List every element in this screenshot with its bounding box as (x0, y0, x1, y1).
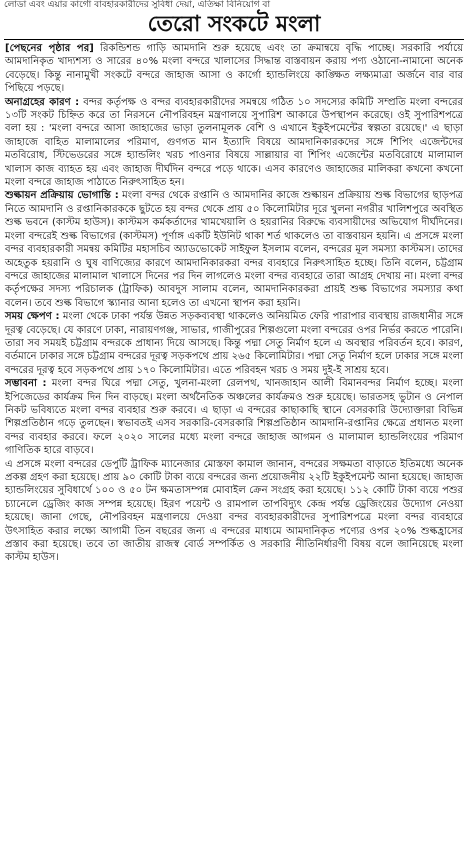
article-paragraph (5, 310, 463, 377)
article-paragraph (5, 458, 463, 565)
article-paragraph (5, 42, 463, 96)
article-paragraph (5, 377, 463, 457)
article-headline: তেরো সংকটে মংলা (147, 12, 321, 37)
paragraph-text: মংলা বন্দর থেকে রপ্তানি ও আমদানির কাজে শুল্কায়ন প্রক্রিয়ায় শুল্ক বিভাগের ছাড়পত্র নিতে আমদানি ও রপ্তানিকারককে ছুটতে হয় বন্দর থেকে প্রায় ৫০ কিলোমিটার দূরে খুলনা নগরীর খালিশপুরে অবস্থিত শুল্ক ভবনে (কাস্টম হাউস)। কাস্টমস কর্মকর্তাদের খামখেয়ালি ও হয়রানির বিরুদ্ধে ব্যবসায়ীদের অভিযোগ দীর্ঘদিনের। মংলা বন্দরেই শুল্ক বিভাগের (কাস্টমস) পূর্ণাঙ্গ একটি ইউনিট থাকা শর্ত থাকলেও তা বাস্তবায়ন হয়নি। এ প্রসঙ্গে মংলা বন্দর ব্যবহারকারী সমন্বয় কমিটির মহাসচিব অ্যাডভোকেট সাইফুল ইসলাম বলেন, বন্দরের মূল সমস্যা কাস্টমস। তাদের অহেতুক হয়রানি ও ঘুষ বাণিজ্যের কারণে আমদানিকারকরা বন্দর ব্যবহারে নিরুৎসাহিত হচ্ছে। তিনি বলেন, চট্টগ্রাম বন্দরে জাহাজের মালামাল খালাসে দিনের পর দিন লাগলেও মংলা বন্দর ব্যবহারে তারা আগ্রহ দেখায় না। মংলা বন্দর কর্তৃপক্ষের সদস্য পরিচালক (ট্রাফিক) আবদুস সালাম বলেন, আমদানিকারকরা প্রায়ই শুল্ক বিভাগের সমস্যার কথা বলেন। তবে শুল্ক বিভাগে স্ক্যানার আনা হলেও তা এখনো স্থাপন করা হয়নি। (5, 190, 463, 309)
paragraph-text: এ প্রসঙ্গে মংলা বন্দরের ডেপুটি ট্রাফিক ম্যানেজার মোস্তফা কামাল জানান, বন্দরের সক্ষমতা বাড়াতে ইতিমধ্যে অনেক প্রকল্প গ্রহণ করা হয়েছে। প্রায় ৯০ কোটি টাকা ব্যয়ে বন্দরের জন্য প্রয়োজনীয় ২২টি ইকুইপমেন্ট আনা হয়েছে। জাহাজ হ্যান্ডলিংয়ের সুবিধার্থে ১০০ ও ৫০ টন ক্ষমতাসম্পন্ন মোবাইল ক্রেন সংগ্রহ করা হয়েছে। ১১২ কোটি টাকা ব্যয়ে পশুর চ্যানেলে ড্রেজিং কাজ সম্পন্ন হয়েছে। হিরণ পয়েন্ট ও রামপাল তাপবিদ্যুৎ কেন্দ্র পর্যন্ত ড্রেজিংয়ের উদ্যোগ নেওয়া হয়েছে। জানা গেছে, নৌপরিবহন মন্ত্রণালয়ে দেওয়া বন্দর ব্যবহারকারীদের সুপারিশপত্রে মংলা বন্দর ব্যবহারে উৎসাহিত করার লক্ষ্যে আগামী তিন বছরের জন্য এ বন্দরের মাধ্যমে আমদানিকৃত পণ্যের ওপর ২০% শুল্কহ্রাসের প্রস্তাব করা হয়েছে। তবে তা জাতীয় রাজস্ব বোর্ড সম্পর্কিত ও সরকারি নীতিনির্ধারণী বিষয় বলে জানিয়েছে মংলা কাস্টম হাউস। (5, 458, 463, 564)
section-heading: শুল্কায়ন প্রক্রিয়ায় ভোগান্তি : (5, 190, 119, 202)
headline-divider (4, 39, 464, 40)
paragraph-text: বন্দর কর্তৃপক্ষ ও বন্দর ব্যবহারকারীদের সমন্বয়ে গঠিত ১০ সদস্যের কমিটি সম্প্রতি মংলা বন্দরের ১৩টি সংকট চিহ্নিত করে তা নিরসনে নৌপরিবহন মন্ত্রণালয়ে সুপারিশ আকারে উপস্থাপন করেছে। ওই সুপারিশপত্রে বলা হয় : 'মংলা বন্দরে আসা জাহাজের ভাড়া তুলনামূলক বেশি ও এখানে ইকুইপমেন্টের স্বল্পতা রয়েছে।' এ ছাড়া জাহাজে বাহিত মালামালের পরিমাণ, গুণগত মান ইত্যাদি বিষয়ে আমদানিকারকদের সঙ্গে শিপিং এজেন্টদের মতবিরোধ, স্টিভেডরের সঙ্গে হ্যান্ডলিং খরচ পাওনার বিষয়ে সাল্লায়ার বা শিপিং এজেন্টের মতবিরোধে মালামাল খালাস কাজ ব্যাহত হয় এবং জাহাজ দীর্ঘদিন বন্দরে পড়ে থাকে। এসব কারণেও জাহাজের মালিকরা কখনো কখনো মংলা বন্দরে জাহাজ পাঠাতে নিরুৎসাহিত হন। (5, 96, 464, 189)
paragraph-text: মংলা থেকে ঢাকা পর্যন্ত উন্নত সড়কব্যবস্থা থাকলেও অনিয়মিত ফেরি পারাপার ব্যবস্থায় রাজধানীর সঙ্গে দূরত্ব বেড়েছে। যে কারণে ঢাকা, নারায়ণগঞ্জ, সাভার, গাজীপুরের শিল্পগুলো মংলা বন্দরের ওপর নির্ভর করতে পারেনি। তারা সব সময়ই চট্টগ্রাম বন্দরকে প্রাধান্য দিয়ে আসছে। কিন্তু পদ্মা সেতু নির্মাণ হলে এ অবস্থার পরিবর্তন হবে। কারণ, বর্তমানে ঢাকার সঙ্গে চট্টগ্রাম বন্দরের দূরত্ব সড়কপথে প্রায় ২৬৫ কিলোমিটার। পদ্মা সেতু নির্মাণ হলে ঢাকার সঙ্গে মংলা বন্দরের দূরত্ব হবে সড়কপথে প্রায় ১৭০ কিলোমিটার। এতে পরিবহন খরচ ও সময় দুই-ই সাশ্রয় হবে। (5, 311, 463, 376)
section-heading: সম্ভাবনা : (5, 378, 47, 390)
article-body (0, 42, 468, 565)
section-heading: সময় ক্ষেপণ : (5, 311, 60, 323)
cropped-previous-line: লোডা এবং এয়ার কার্গো বাবহারকারীদের সুবিধা দেয়া, এতিক্ষা বিনিয়োগ বা (4, 0, 271, 10)
paragraph-lead: [পেছনের পৃষ্ঠার পর] (5, 43, 94, 54)
paragraph-text: রিকন্ডিশন্ড গাড়ি আমদানি শুরু হয়েছে এবং তা ক্রমান্বয়ে বৃদ্ধি পাচ্ছে। সরকারি পর্যায়ে আমদানিকৃত খাদ্যশস্য ও সারের ৪০% মংলা বন্দরে খালাসের সিদ্ধান্ত বাস্তবায়ন করায় পণ্য ওঠানো-নামানো অনেক বেড়েছে। কিন্তু নানামুখী সংকটে বন্দরে জাহাজ আসা ও কার্গো হ্যান্ডলিংয়ে কাঙ্ক্ষিত লক্ষ্যমাত্রা অর্জনে বার বার পিছিয়ে পড়ছে। (5, 43, 463, 95)
article-paragraph (5, 189, 463, 310)
paragraph-text: মংলা বন্দর ঘিরে পদ্মা সেতু, খুলনা-মংলা রেলপথ, খানজাহান আলী বিমানবন্দর নির্মাণ হচ্ছে। মংলা ইপিজেডের কার্যক্রম দিন দিন বাড়ছে। মংলা অর্থনৈতিক অঞ্চলের কার্যক্রমও শুরু হয়েছে। ভারতসহ ভুটান ও নেপাল নিকট ভবিষ্যতে মংলা বন্দর ব্যবহার শুরু করবে। এ ছাড়া এ বন্দরের কাছাকাছি স্থানে বেসরকারি উদ্যোক্তারা বিভিন্ন শিল্পপ্রতিষ্ঠান গড়ে তুলছেন। স্বভাবতই এসব সরকারি-বেসরকারি শিল্পপ্রতিষ্ঠান আমদানি-রপ্তানির ক্ষেত্রে প্রধানত মংলা বন্দর ব্যবহার করবে। ফলে ২০২০ সালের মধ্যে মংলা বন্দরে জাহাজ আগমন ও মালামাল হ্যান্ডলিংয়ের পরিমাণ গাণিতিক হারে বাড়বে। (5, 378, 463, 457)
article-paragraph (5, 96, 463, 190)
section-heading: অনাগ্রহের কারণ : (5, 96, 80, 108)
